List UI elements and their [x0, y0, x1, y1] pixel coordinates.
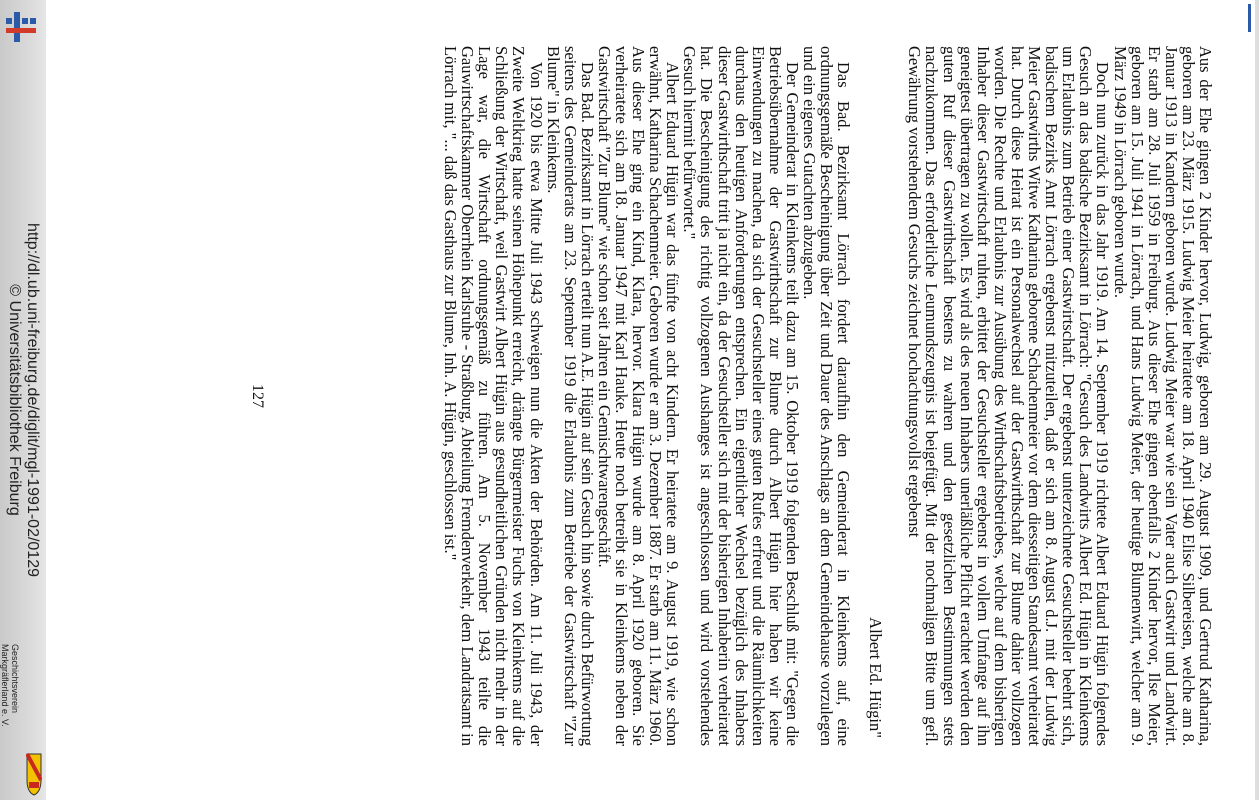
paragraph: Doch nun zurück in das Jahr 1919. Am 14. September 1919 richtete Albert Eduard Hügin folgendes Gesuch an das badische Bezirksamt in Lörrach: "Gesuch des Landwirts Albert Ed. Hügin in Kleinkems um Erlaubnis zum Betrieb einer Gastwirtschaft. Der ergebenst unterzeichnete Gesuchsteller beehrt sich, badischem Bezirks Amt Lörrach ergebenst mitzuteilen, daß er sich am 8. August d.J. mit der Ludwig Meier Gastwirths Witwe Katharina geborene Schachenmeier vor dem diesseitigen Standesamt verheiratet hat. Durch diese Heirat ist ein Personalwechsel auf der Gastwirthschaft zur Blume dahier vollzogen worden. Die Rechte und Erlaubnis zur Ausübung des Wirthschaftsbetriebes, welche auf dem bisherigen Inhaber dieser Gastwirtschaft ruhten, erbittet der Gesuchsteller ergebenst in vollem Umfange auf ihn geneigtest übertragen zu wollen. Es wird als des neuen Inhabers unerläßliche Pflicht erachtet werden den guten Ruf dieser Gastwirthschaft bestens zu wahren und den gesetzlichen Bestimmungen stets nachzukommen. Das erforderliche Leumundszeugnis ist beigefügt. Mit der nochmaligen Bitte um gefl. Gewährung vorstehendem Gesuchs zeichnet hochachtungsvollst ergebenst — [905, 46, 1113, 746]
badge-line-1: Geschichtsverein — [10, 644, 20, 714]
paragraph: Das Bad. Bezirksamt Lörrach fordert daraufhin den Gemeinderat in Kleinkems auf, eine ordnungsgemäße Bescheinigung über Zeit und Dauer des Anschlags an dem Gemeindehause vorzulegen und ein eigenes Gutachten abzugeben. — [800, 46, 854, 746]
viewer-sidebar — [0, 0, 46, 800]
paragraph: Aus der Ehe gingen 2 Kinder hervor, Ludwig, geboren am 29. August 1909, und Gertrud Katharina, geboren am 23. März 1915. Ludwig Meier heiratete am 18. April 1940 Elise Silbereisen, welche am 8. Januar 1913 in Kandern geboren wurde. Ludwig Meier war wie sein Vater auch Gastwirt und Landwirt. Er starb am 28. Juli 1959 in Freiburg. Aus dieser Ehe gingen ebenfalls 2 Kinder hervor, Ilse Meier, geboren am 15. Juli 1941 in Lörrach, und Hans Ludwig Meier, der heutige Blumenwirt, welcher am 9. März 1949 in Lörrach geboren wurde. — [1110, 46, 1215, 746]
paragraph: Das Bad. Bezirksamt in Lörrach erteilt nun A.E. Hügin auf sein Gesuch hin sowie durch Befürwortung seitens des Gemeinderats am 23. September 1919 die Erlaubnis zum Betriebe der Gastwirtschaft "Zur Blume" in Kleinkems. — [543, 46, 597, 746]
document-page — [180, 36, 1248, 756]
page-text — [214, 46, 1214, 746]
coat-of-arms-icon — [26, 752, 42, 796]
badge-line-2: Markgräflerland e. V. — [0, 644, 10, 727]
paragraph: Albert Eduard Hügin war das fünfte von acht Kindern. Er heiratete am 9. August 1919, wie schon erwähnt, Katharina Schachenmeier. Geboren wurde er am 3. Dezember 1887. Er starb am 11. März 1960. Aus dieser Ehe ging ein Kind, Klara, hervor. Klara Hügin wurde am 8. April 1920 geboren. Sie verheiratete sich am 18. Januar 1947 mit Karl Hauke. Heute noch betreibt sie in Kleinkems neben der Gastwirtschaft "Zur Blume" wie schon seit Jahren ein Gemischtwarengeschäft. — [594, 46, 683, 746]
blue-marker-icon — [1243, 0, 1255, 36]
paragraph: Von 1920 bis etwa Mitte Juli 1943 schweigen nun die Akten der Behörden. Am 11. Juli 1943, der Zweite Weltkrieg hatte seinen Höhepunkt erreicht, drängte Bürgermeister Fuchs von Kleinkems auf die Schließung der Wirtschaft, weil Gastwirt Albert Hügin aus gesundheitlichen Gründen nicht mehr in der Lage war, die Wirtschaft ordnungsgemäß zu führen. Am 5. November 1943 teilte die Gauwirtschaftskammer Oberrhein Karlsruhe - Straßburg, Abteilung Fremdenverkehr, dem Landratsamt in Lörrach mit, "... daß das Gasthaus zur Blume, Inh. A. Hügin, geschlossen ist." — [441, 46, 546, 746]
society-badge — [0, 640, 46, 800]
paragraph: Der Gemeinderat in Kleinkems teilt dazu am 15. Oktober 1919 folgenden Beschluß mit: "Gegen die Betriebsübernahme der Gastwirthschaft zur Blume durch Albert Hügin hier haben wir keine Einwendungen zu machen, da sich der Gesuchsteller eines guten Rufes erfreut und die Räumlichkeiten durchaus den heutigen Anforderungen entsprechen. Ein eigentlicher Wechsel bezüglich des Inhabers dieser Gastwirthschaft tritt ja nicht ein, da der Gesuchsteller sich mit der bisherigen Inhaberin verheiratet hat. Die Bescheinigung des richtig vollzogenen Aushanges ist angeschlossen und wird vorstehendes Gesuch hiermit befürwortet." — [680, 46, 802, 746]
page-number: 127 — [248, 384, 266, 408]
right-edge — [1255, 0, 1259, 800]
source-url: http://dl.ub.uni-freiburg.de/diglit/mgl-1991-02/0129 — [24, 223, 41, 577]
signature: Albert Ed. Hügin" — [866, 617, 886, 738]
copyright-notice: © Universitätsbibliothek Freiburg — [6, 284, 23, 516]
